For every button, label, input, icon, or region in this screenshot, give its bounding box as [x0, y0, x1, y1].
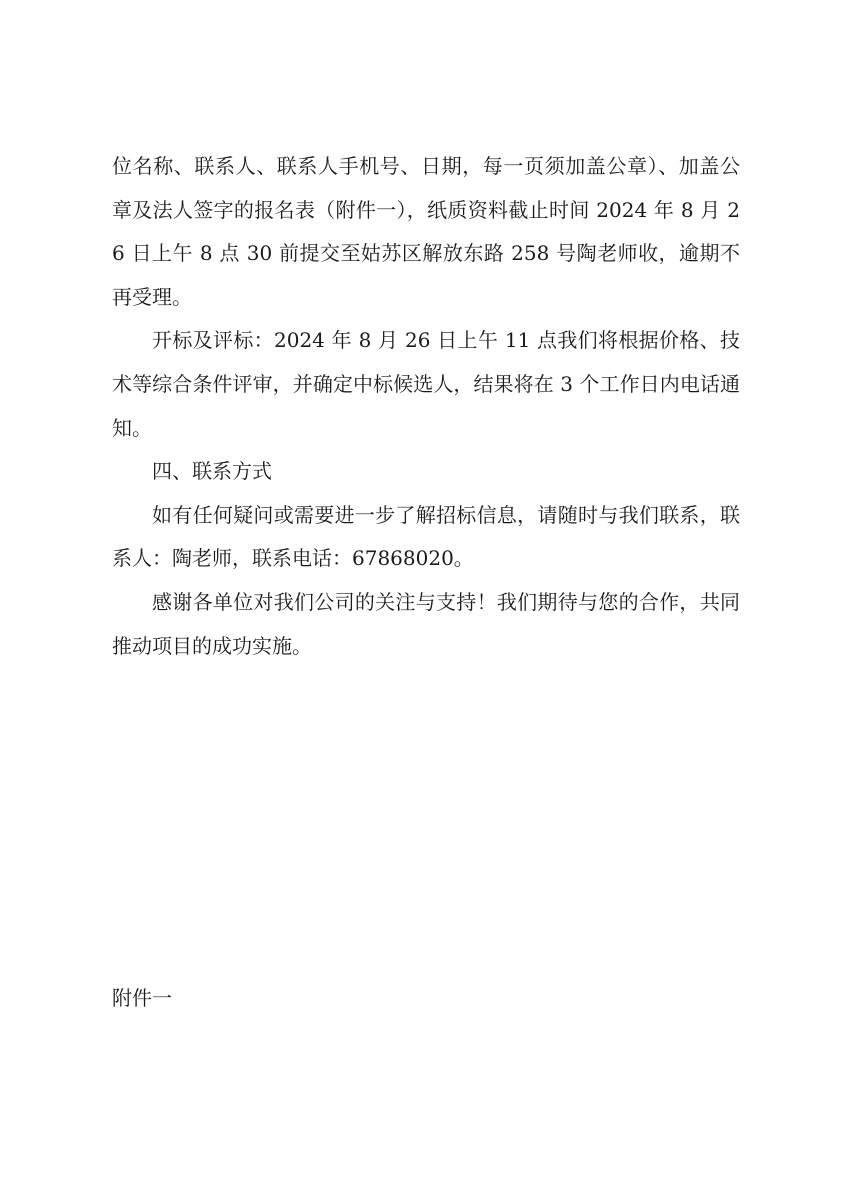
paragraph-bid-opening: 开标及评标：2024 年 8 月 26 日上午 11 点我们将根据价格、技术等综合条件评审，并确定中标候选人，结果将在 3 个工作日内电话通知。 — [112, 328, 740, 440]
section-heading-contact: 四、联系方式 — [152, 459, 272, 484]
paragraph-closing-thanks: 感谢各单位对我们公司的关注与支持！我们期待与您的合作，共同推动项目的成功实施。 — [112, 589, 740, 658]
paragraph-contact-info: 如有任何疑问或需要进一步了解招标信息，请随时与我们联系，联系人：陶老师，联系电话：67868020。 — [112, 502, 740, 571]
paragraph-submission-details: 位名称、联系人、联系人手机号、日期，每一页须加盖公章）、加盖公章及法人签字的报名表（附件一），纸质资料截止时间 2024 年 8 月 26 日上午 8 点 30 前提交至姑苏区解放东路 258 号陶老师收，逾期不再受理。 — [112, 154, 740, 309]
attachment-label: 附件一 — [112, 986, 172, 1010]
document-body — [112, 145, 740, 668]
